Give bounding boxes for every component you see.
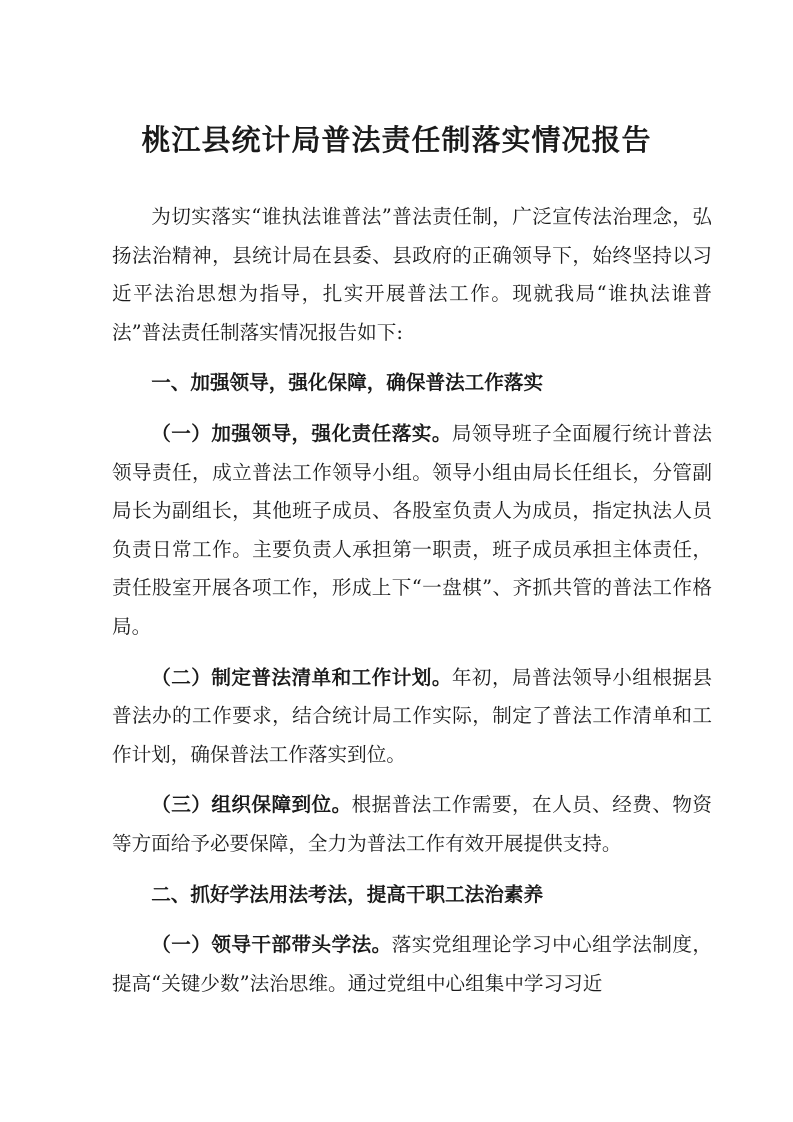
section-1-item-2 [112, 659, 712, 775]
document-body [112, 198, 712, 1003]
item-text: 根据普法工作需要，在人员、经费、物资等方面给予必要保障，全力为普法工作有效开展提供支持。 [112, 793, 713, 855]
section-heading-2: 二、抓好学法用法考法，提高干职工法治素养 [151, 882, 544, 906]
section-1-item-3 [112, 786, 712, 863]
item-text: 落实党组理论学习中心组学法制度，提高“关键少数”法治思维。通过党组中心组集中学习习近 [112, 933, 713, 995]
item-text: 年初，局普法领导小组根据县普法办的工作要求，结合统计局工作实际，制定了普法工作清单和工作计划，确保普法工作落实到位。 [112, 665, 713, 766]
item-lead: （一）加强领导，强化责任落实。 [151, 421, 452, 445]
section-heading-1: 一、加强领导，强化保障，确保普法工作落实 [151, 371, 544, 395]
section-1-item-1 [112, 415, 712, 647]
item-lead: （二）制定普法清单和工作计划。 [151, 665, 452, 689]
item-text: 局领导班子全面履行统计普法领导责任，成立普法工作领导小组。领导小组由局长任组长，分管副局长为副组长，其他班子成员、各股室负责人为成员，指定执法人员负责日常工作。主要负责人承担第一职责，班子成员承担主体责任，责任股室开展各项工作，形成上下“一盘棋”、齐抓共管的普法工作格局。 [112, 421, 713, 638]
intro-paragraph: 为切实落实“谁执法谁普法”普法责任制，广泛宣传法治理念，弘扬法治精神，县统计局在县委、县政府的正确领导下，始终坚持以习近平法治思想为指导，扎实开展普法工作。现就我局“谁执法谁普法”普法责任制落实情况报告如下: [112, 205, 712, 344]
section-2-item-1 [112, 926, 712, 1003]
item-lead: （三）组织保障到位。 [151, 793, 352, 817]
document-title: 桃江县统计局普法责任制落实情况报告 [141, 123, 652, 157]
item-lead: （一）领导干部带头学法。 [151, 933, 392, 957]
